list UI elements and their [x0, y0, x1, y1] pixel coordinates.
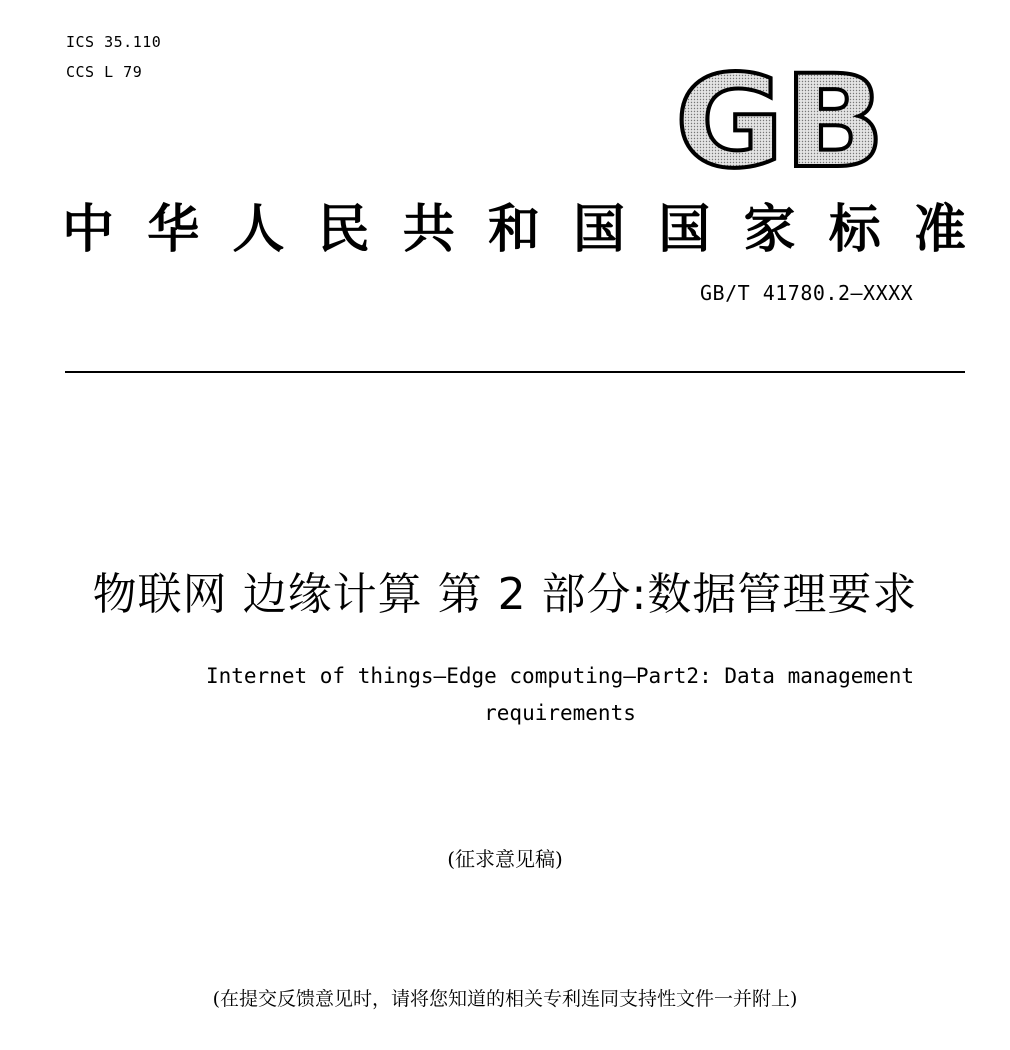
standard-number: GB/T 41780.2—XXXX	[700, 281, 914, 305]
patent-notice: (在提交反馈意见时，请将您知道的相关专利连同支持性文件一并附上)	[212, 988, 798, 1010]
gb-logo-text: GB	[675, 62, 885, 174]
issuer-title-char: 人	[232, 199, 285, 260]
issuer-title-char: 国	[658, 199, 711, 260]
issuer-title-char: 和	[487, 199, 540, 260]
issuer-title-char: 家	[743, 199, 796, 260]
issuer-title-char: 国	[573, 199, 626, 260]
document-title-en	[150, 658, 970, 732]
issuer-title-char: 标	[828, 199, 881, 260]
issuer-title-char: 华	[147, 199, 200, 260]
document-title-zh: 物联网 边缘计算 第 2 部分:数据管理要求	[92, 569, 918, 620]
ics-code: ICS 35.110	[66, 33, 162, 51]
draft-status: (征求意见稿)	[447, 847, 563, 871]
standard-issuer-title	[62, 192, 966, 260]
issuer-title-char: 中	[62, 199, 115, 260]
document-title-en-line2: requirements	[484, 701, 636, 725]
document-title-en-line1: Internet of things—Edge computing—Part2: Data management	[205, 664, 914, 688]
issuer-title-char: 共	[402, 199, 455, 260]
gb-logo	[672, 62, 888, 174]
issuer-title-char: 民	[317, 199, 370, 260]
issuer-title-char: 准	[913, 199, 966, 260]
horizontal-rule	[65, 371, 965, 373]
ccs-code: CCS L 79	[66, 63, 143, 81]
